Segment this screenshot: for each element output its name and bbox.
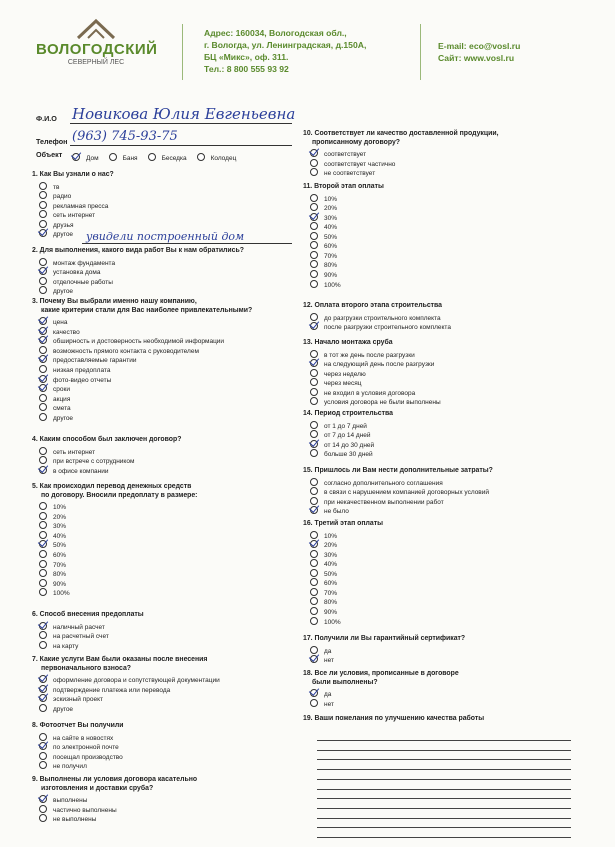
- answer-option[interactable]: посещал производство: [39, 752, 123, 761]
- wish-line[interactable]: [317, 818, 571, 819]
- answer-option[interactable]: 10%: [310, 531, 337, 540]
- radio-circle[interactable]: [39, 512, 47, 520]
- answer-option[interactable]: другое: [39, 413, 73, 422]
- wish-line[interactable]: [317, 779, 571, 780]
- question-title: 15. Пришлось ли Вам нести дополнительные затраты?: [303, 467, 493, 474]
- radio-circle[interactable]: [310, 440, 318, 448]
- radio-circle[interactable]: [310, 159, 318, 167]
- answer-option[interactable]: предоставляемые гарантии: [39, 355, 136, 364]
- answer-option[interactable]: 30%: [310, 550, 337, 559]
- radio-circle[interactable]: [310, 149, 318, 157]
- answer-option[interactable]: наличный расчет: [39, 622, 105, 631]
- answer-option[interactable]: качество: [39, 327, 80, 336]
- header-divider: [420, 24, 421, 80]
- answer-option[interactable]: сеть интернет: [39, 447, 95, 456]
- radio-circle[interactable]: [39, 752, 47, 760]
- wish-line[interactable]: [317, 750, 571, 751]
- radio-circle[interactable]: [310, 222, 318, 230]
- object-options: [72, 147, 246, 165]
- question-title: 5. Как происходил перевод денежных средств по договору. Вносили предоплату в размере:: [32, 483, 198, 499]
- answer-option[interactable]: не выполнены: [39, 814, 96, 823]
- radio-circle[interactable]: [39, 588, 47, 596]
- company-email: E-mail: eco@vosl.ru: [438, 41, 521, 51]
- radio-circle[interactable]: [310, 388, 318, 396]
- question-title: 14. Период строительства: [303, 410, 393, 417]
- answer-option[interactable]: другое: [39, 704, 73, 713]
- radio-circle[interactable]: [39, 805, 47, 813]
- header-divider: [182, 24, 183, 80]
- answer-option[interactable]: на расчетный счет: [39, 631, 109, 640]
- answer-option[interactable]: установка дома: [39, 267, 101, 276]
- answer-option[interactable]: больше 30 дней: [310, 449, 373, 458]
- answer-option[interactable]: от 7 до 14 дней: [310, 430, 371, 439]
- radio-circle[interactable]: [310, 421, 318, 429]
- radio-circle[interactable]: [310, 597, 318, 605]
- answer-option[interactable]: акция: [39, 394, 70, 403]
- answer-option[interactable]: низкая предоплата: [39, 365, 110, 374]
- question-title: 8. Фотоотчет Вы получили: [32, 722, 124, 729]
- answer-option[interactable]: 20%: [310, 540, 337, 549]
- radio-circle[interactable]: [39, 267, 47, 275]
- answer-option[interactable]: выполнены: [39, 795, 87, 804]
- answer-option[interactable]: соответствует: [310, 149, 366, 158]
- answer-option[interactable]: оформление договора и сопутствующей документации: [39, 675, 220, 684]
- radio-circle[interactable]: [39, 201, 47, 209]
- radio-circle[interactable]: [310, 232, 318, 240]
- radio-circle[interactable]: [310, 260, 318, 268]
- company-logo: [36, 18, 156, 66]
- radio-circle[interactable]: [310, 251, 318, 259]
- answer-option[interactable]: не получил: [39, 761, 87, 770]
- radio-circle[interactable]: [39, 336, 47, 344]
- answer-option[interactable]: отделочные работы: [39, 277, 113, 286]
- answer-option[interactable]: да: [310, 646, 331, 655]
- answer-option[interactable]: 40%: [310, 222, 337, 231]
- answer-option[interactable]: 50%: [310, 232, 337, 241]
- question-title: 12. Оплата второго этапа строительства: [303, 302, 442, 309]
- answer-option[interactable]: в тот же день после разгрузки: [310, 350, 415, 359]
- company-phone: Тел.: 8 800 555 93 92: [204, 64, 289, 74]
- answer-option[interactable]: тв: [39, 182, 59, 191]
- radio-circle[interactable]: [39, 814, 47, 822]
- question-title: 13. Начало монтажа сруба: [303, 339, 393, 346]
- answer-option[interactable]: 80%: [310, 597, 337, 606]
- radio-circle[interactable]: [310, 241, 318, 249]
- answer-option[interactable]: до разгрузки строительного комплекта: [310, 313, 441, 322]
- phone-label: Телефон: [36, 137, 68, 146]
- answer-option[interactable]: 100%: [39, 588, 70, 597]
- q1-other-answer[interactable]: увидели построенный дом: [86, 230, 245, 243]
- fio-label: Ф.И.О: [36, 114, 57, 123]
- radio-circle[interactable]: [39, 210, 47, 218]
- brand-name: ВОЛОГОДСКИЙ: [36, 41, 158, 58]
- answer-option[interactable]: смета: [39, 403, 71, 412]
- radio-circle[interactable]: [310, 397, 318, 405]
- radio-circle[interactable]: [39, 569, 47, 577]
- radio-circle[interactable]: [310, 213, 318, 221]
- answer-option[interactable]: 20%: [310, 203, 337, 212]
- question-title: 7. Какие услуги Вам были оказаны после внесения первоначального взноса?: [32, 656, 208, 672]
- radio-circle[interactable]: [310, 578, 318, 586]
- answer-option[interactable]: возможность прямого контакта с руководителем: [39, 346, 199, 355]
- question-title: 19. Ваши пожелания по улучшению качества работы: [303, 715, 485, 722]
- answer-option[interactable]: 10%: [310, 194, 337, 203]
- answer-option[interactable]: через месяц: [310, 378, 361, 387]
- radio-circle[interactable]: [310, 655, 318, 663]
- radio-circle[interactable]: [39, 447, 47, 455]
- answer-option[interactable]: 30%: [39, 521, 66, 530]
- answer-option[interactable]: 90%: [310, 607, 337, 616]
- answer-option[interactable]: 100%: [310, 617, 341, 626]
- answer-option[interactable]: 40%: [310, 559, 337, 568]
- answer-option[interactable]: условия договора не были выполнены: [310, 397, 441, 406]
- answer-option[interactable]: не было: [310, 506, 349, 515]
- q1-other-underline: [82, 243, 292, 244]
- answer-option[interactable]: 40%: [39, 531, 66, 540]
- answer-option[interactable]: на карту: [39, 641, 78, 650]
- answer-option[interactable]: не входил в условия договора: [310, 388, 415, 397]
- answer-option[interactable]: 20%: [39, 512, 66, 521]
- answer-option[interactable]: при встрече с сотрудником: [39, 456, 134, 465]
- letterhead: [0, 0, 615, 92]
- answer-option[interactable]: после разгрузки строительного комплекта: [310, 322, 451, 331]
- radio-circle[interactable]: [310, 168, 318, 176]
- answer-option[interactable]: 50%: [310, 569, 337, 578]
- answer-option[interactable]: соответствует частично: [310, 159, 395, 168]
- answer-option[interactable]: на сайте в новостях: [39, 733, 113, 742]
- question-title: 18. Все ли условия, прописанные в договоре были выполнены?: [303, 670, 459, 686]
- radio-circle[interactable]: [310, 550, 318, 558]
- answer-option[interactable]: от 1 до 7 дней: [310, 421, 367, 430]
- answer-option[interactable]: фото-видео отчеты: [39, 375, 111, 384]
- question-title: 3. Почему Вы выбрали именно нашу компанию, какие критерии стали для Вас наиболее привлекательными?: [32, 298, 253, 314]
- answer-option[interactable]: сеть интернет: [39, 210, 95, 219]
- answer-option[interactable]: в офисе компании: [39, 466, 109, 475]
- radio-circle[interactable]: [39, 631, 47, 639]
- radio-circle[interactable]: [72, 153, 80, 161]
- wish-line[interactable]: [317, 798, 571, 799]
- radio-circle[interactable]: [39, 761, 47, 769]
- question-title: 1. Как Вы узнали о нас?: [32, 171, 114, 178]
- radio-circle[interactable]: [310, 699, 318, 707]
- phone-underline: [70, 145, 292, 146]
- answer-option[interactable]: 10%: [39, 502, 66, 511]
- company-site: Сайт: www.vosl.ru: [438, 53, 515, 63]
- question-title: 6. Способ внесения предоплаты: [32, 611, 144, 618]
- radio-circle[interactable]: [39, 182, 47, 190]
- radio-circle[interactable]: [39, 795, 47, 803]
- radio-circle[interactable]: [39, 579, 47, 587]
- radio-circle[interactable]: [39, 694, 47, 702]
- radio-circle[interactable]: [39, 355, 47, 363]
- answer-option[interactable]: 70%: [39, 560, 66, 569]
- answer-option[interactable]: обширность и достоверность необходимой информации: [39, 336, 224, 345]
- question-title: 16. Третий этап оплаты: [303, 520, 383, 527]
- radio-circle[interactable]: [39, 413, 47, 421]
- answer-option[interactable]: рекламная пресса: [39, 201, 108, 210]
- answer-option[interactable]: по электронной почте: [39, 742, 119, 751]
- answer-option[interactable]: 80%: [310, 260, 337, 269]
- question-title: 4. Каким способом был заключен договор?: [32, 436, 182, 443]
- answer-option[interactable]: согласно дополнительного соглашения: [310, 478, 443, 487]
- object-option[interactable]: Колодец: [197, 153, 237, 162]
- radio-circle[interactable]: [310, 359, 318, 367]
- radio-circle[interactable]: [39, 540, 47, 548]
- radio-circle[interactable]: [310, 280, 318, 288]
- answer-option[interactable]: да: [310, 689, 331, 698]
- radio-circle[interactable]: [39, 521, 47, 529]
- object-label: Объект: [36, 150, 63, 159]
- radio-circle[interactable]: [39, 286, 47, 294]
- house-roof-icon: [74, 18, 118, 40]
- answer-option[interactable]: радио: [39, 191, 71, 200]
- radio-circle[interactable]: [39, 742, 47, 750]
- radio-circle[interactable]: [310, 588, 318, 596]
- object-option[interactable]: Беседка: [148, 153, 187, 162]
- answer-option[interactable]: монтаж фундамента: [39, 258, 115, 267]
- object-option[interactable]: Баня: [109, 153, 138, 162]
- radio-circle[interactable]: [310, 689, 318, 697]
- answer-option[interactable]: 70%: [310, 251, 337, 260]
- fio-value[interactable]: Новикова Юлия Евгеньевна: [72, 105, 296, 123]
- radio-circle[interactable]: [310, 559, 318, 567]
- radio-circle[interactable]: [310, 369, 318, 377]
- radio-circle[interactable]: [39, 704, 47, 712]
- radio-circle[interactable]: [109, 153, 117, 161]
- radio-circle[interactable]: [310, 194, 318, 202]
- radio-circle[interactable]: [310, 378, 318, 386]
- answer-option[interactable]: в связи с нарушением компанией договорных условий: [310, 487, 489, 496]
- answer-option[interactable]: на следующий день после разгрузки: [310, 359, 434, 368]
- question-title: 11. Второй этап оплаты: [303, 183, 384, 190]
- answer-option[interactable]: 60%: [310, 241, 337, 250]
- answer-option[interactable]: через неделю: [310, 369, 366, 378]
- wish-line[interactable]: [317, 740, 571, 741]
- answer-option[interactable]: другое: [39, 229, 73, 238]
- answer-option[interactable]: сроки: [39, 384, 70, 393]
- radio-circle[interactable]: [310, 506, 318, 514]
- fio-underline: [70, 123, 292, 124]
- answer-option[interactable]: не соответствует: [310, 168, 375, 177]
- radio-circle[interactable]: [310, 617, 318, 625]
- answer-option[interactable]: эскизный проект: [39, 694, 103, 703]
- answer-option[interactable]: друзья: [39, 220, 73, 229]
- company-address: Адрес: 160034, Вологодская обл., г. Вологда, ул. Ленинградская, д.150А, БЦ «Микс», оф. 311. Тел.: 8 800 555 93 92: [204, 28, 367, 74]
- company-contacts: [438, 40, 520, 64]
- object-option[interactable]: Дом: [72, 153, 99, 162]
- answer-option[interactable]: при некачественном выполнении работ: [310, 497, 444, 506]
- wish-line[interactable]: [317, 759, 571, 760]
- answer-option[interactable]: 90%: [39, 579, 66, 588]
- question-title: 9. Выполнены ли условия договора касательно изготовления и доставки сруба?: [32, 776, 198, 792]
- radio-circle[interactable]: [148, 153, 156, 161]
- question-title: 10. Соответствует ли качество доставленной продукции, прописанному договору?: [303, 130, 499, 146]
- answer-option[interactable]: другое: [39, 286, 73, 295]
- radio-circle[interactable]: [39, 229, 47, 237]
- radio-circle[interactable]: [310, 569, 318, 577]
- answer-option[interactable]: нет: [310, 699, 334, 708]
- radio-circle[interactable]: [39, 191, 47, 199]
- radio-circle[interactable]: [39, 277, 47, 285]
- wish-line[interactable]: [317, 769, 571, 770]
- radio-circle[interactable]: [197, 153, 205, 161]
- radio-circle[interactable]: [39, 502, 47, 510]
- question-title: 17. Получили ли Вы гарантийный сертификат?: [303, 635, 466, 642]
- answer-option[interactable]: 60%: [39, 550, 66, 559]
- answer-option[interactable]: 30%: [310, 213, 337, 222]
- wish-line[interactable]: [317, 789, 571, 790]
- answer-option[interactable]: 80%: [39, 569, 66, 578]
- phone-value[interactable]: (963) 745-93-75: [72, 129, 178, 144]
- radio-circle[interactable]: [39, 394, 47, 402]
- wish-line[interactable]: [317, 808, 571, 809]
- answer-option[interactable]: 90%: [310, 270, 337, 279]
- answer-option[interactable]: нет: [310, 655, 334, 664]
- answer-option[interactable]: цена: [39, 317, 67, 326]
- answer-option[interactable]: частично выполнены: [39, 805, 117, 814]
- radio-circle[interactable]: [310, 322, 318, 330]
- radio-circle[interactable]: [39, 384, 47, 392]
- wish-line[interactable]: [317, 827, 571, 828]
- radio-circle[interactable]: [310, 270, 318, 278]
- radio-circle[interactable]: [310, 540, 318, 548]
- radio-circle[interactable]: [39, 622, 47, 630]
- answer-option[interactable]: 60%: [310, 578, 337, 587]
- answer-option[interactable]: 70%: [310, 588, 337, 597]
- radio-circle[interactable]: [39, 641, 47, 649]
- wish-line[interactable]: [317, 837, 571, 838]
- radio-circle[interactable]: [310, 487, 318, 495]
- brand-tagline: СЕВЕРНЫЙ ЛЕС: [67, 59, 125, 66]
- radio-circle[interactable]: [310, 449, 318, 457]
- radio-circle[interactable]: [39, 550, 47, 558]
- answer-option[interactable]: 100%: [310, 280, 341, 289]
- answer-option[interactable]: 50%: [39, 540, 66, 549]
- question-title: 2. Для выполнения, какого вида работ Вы к нам обратились?: [32, 247, 244, 254]
- radio-circle[interactable]: [39, 466, 47, 474]
- radio-circle[interactable]: [39, 560, 47, 568]
- radio-circle[interactable]: [310, 478, 318, 486]
- radio-circle[interactable]: [310, 607, 318, 615]
- radio-circle[interactable]: [39, 403, 47, 411]
- answer-option[interactable]: подтверждение платежа или перевода: [39, 685, 170, 694]
- answer-option[interactable]: от 14 до 30 дней: [310, 440, 374, 449]
